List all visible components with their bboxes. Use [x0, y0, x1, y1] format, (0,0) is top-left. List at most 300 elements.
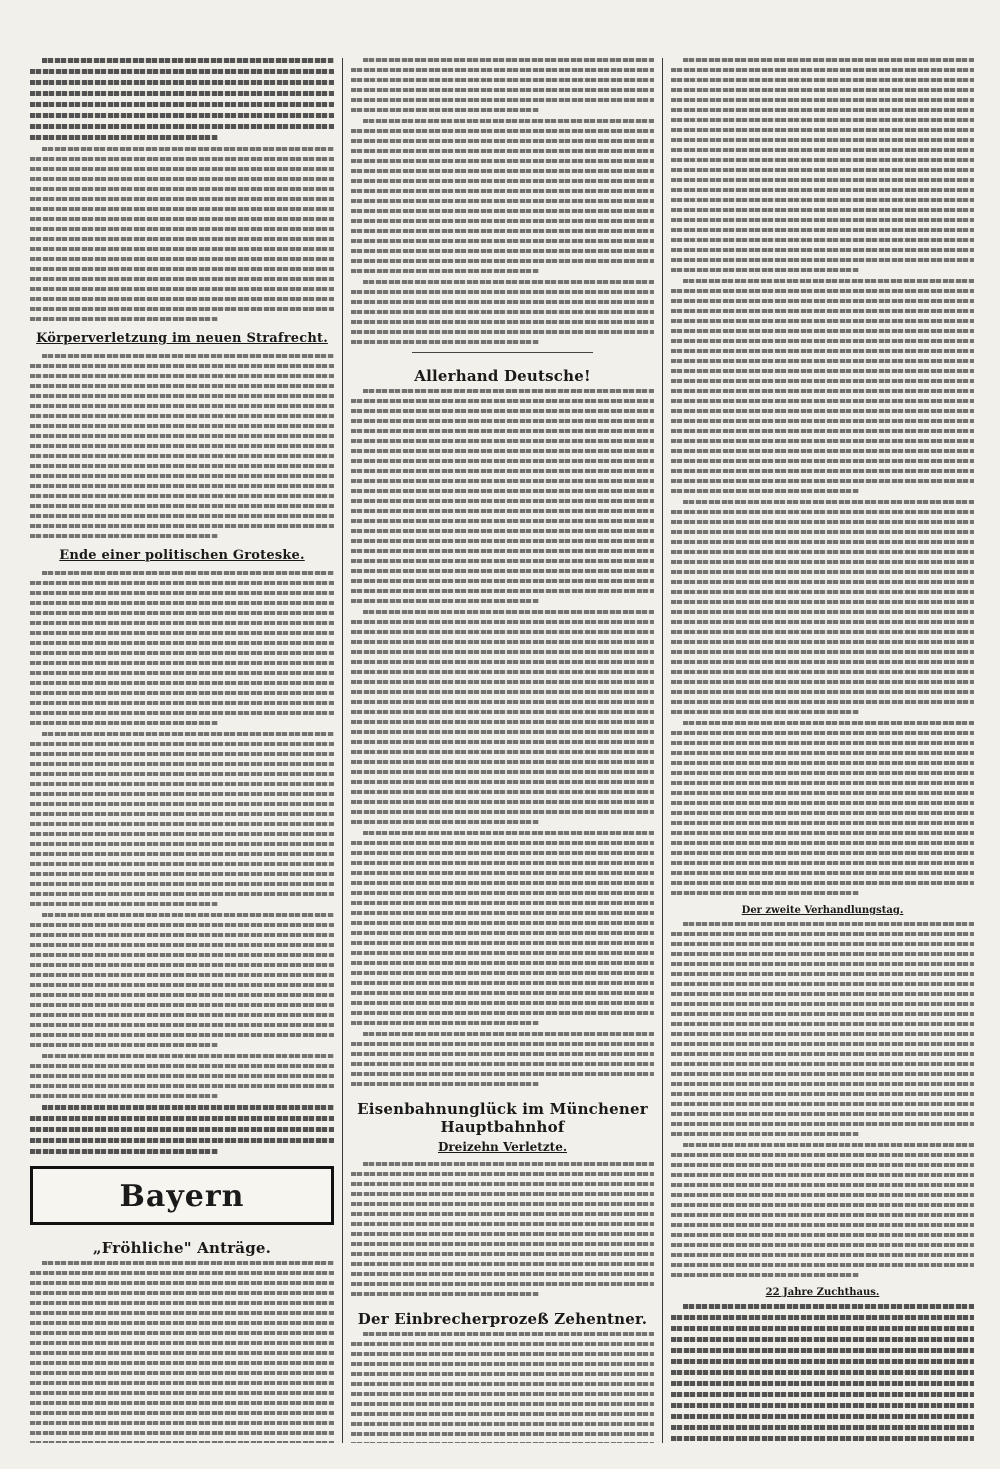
text-line [671, 1381, 974, 1386]
text-line [351, 179, 654, 183]
text-line [351, 901, 654, 905]
text-block [30, 354, 334, 538]
text-line [30, 601, 334, 605]
text-line [351, 239, 654, 243]
text-line [351, 1232, 654, 1236]
text-line [671, 329, 974, 333]
text-line [351, 790, 654, 794]
text-block [351, 119, 654, 273]
text-line [30, 277, 334, 281]
text-line [683, 500, 974, 504]
headline-groteske: Ende einer politischen Groteske. [59, 548, 305, 563]
text-line [351, 479, 654, 483]
text-line [671, 660, 974, 664]
text-line [30, 792, 334, 796]
text-line [671, 831, 974, 835]
text-line [671, 1233, 974, 1237]
text-line [30, 1311, 334, 1315]
text-line [30, 852, 334, 856]
text-line [683, 1143, 974, 1147]
text-line [30, 832, 334, 836]
text-line [30, 187, 334, 191]
text-line [351, 1202, 654, 1206]
text-line [351, 921, 654, 925]
text-line [30, 1033, 334, 1037]
text-line [42, 1261, 334, 1265]
text-line [351, 108, 539, 112]
text-line [30, 434, 334, 438]
text-line [30, 267, 334, 271]
text-line [671, 680, 974, 684]
text-line [30, 691, 334, 695]
text-line [351, 1052, 654, 1056]
text-line [671, 1022, 974, 1026]
headline-einbrecherprozess: Der Einbrecherprozeß Zehentner. [357, 1310, 648, 1328]
text-line [351, 469, 654, 473]
text-line [351, 620, 654, 624]
text-line [42, 1054, 334, 1058]
text-line [363, 1032, 654, 1036]
text-line [351, 690, 654, 694]
text-line [351, 189, 654, 193]
text-line [30, 177, 334, 181]
text-line [671, 1348, 974, 1353]
text-line [351, 459, 654, 463]
text-line [351, 519, 654, 523]
text-line [30, 514, 334, 518]
text-line [671, 68, 974, 72]
text-line [671, 1002, 974, 1006]
section-banner-bayern: Bayern [30, 1166, 334, 1225]
text-line [30, 862, 334, 866]
text-line [30, 1361, 334, 1365]
text-line [671, 791, 974, 795]
text-line [671, 510, 974, 514]
text-line [30, 1281, 334, 1285]
text-line [351, 340, 539, 344]
text-line [30, 1094, 218, 1098]
text-line [671, 459, 974, 463]
text-line [351, 1282, 654, 1286]
text-line [671, 238, 974, 242]
text-line [42, 732, 334, 736]
text-line [351, 439, 654, 443]
text-line [671, 1112, 974, 1116]
text-line [671, 158, 974, 162]
text-line [671, 489, 859, 493]
text-line [671, 640, 974, 644]
text-line [351, 941, 654, 945]
text-line [30, 1401, 334, 1405]
text-line [351, 871, 654, 875]
text-line [671, 309, 974, 313]
text-line [351, 800, 654, 804]
text-line [671, 881, 974, 885]
text-line [671, 801, 974, 805]
text-line [30, 902, 218, 906]
text-block [671, 279, 974, 493]
text-line [671, 851, 974, 855]
text-line [351, 1392, 654, 1396]
text-line [671, 1012, 974, 1016]
text-line [351, 780, 654, 784]
text-line [351, 1412, 654, 1416]
text-line [351, 509, 654, 513]
text-line [671, 1359, 974, 1364]
text-line [671, 108, 974, 112]
text-line [30, 217, 334, 221]
text-line [671, 741, 974, 745]
text-line [30, 983, 334, 987]
text-line [671, 861, 974, 865]
headline-froehliche-antraege: „Fröhliche" Anträge. [92, 1239, 272, 1257]
text-line [351, 730, 654, 734]
text-line [671, 1315, 974, 1320]
text-line [351, 569, 654, 573]
text-line [351, 710, 654, 714]
text-line [671, 670, 974, 674]
text-line [671, 1213, 974, 1217]
text-line [30, 641, 334, 645]
text-line [671, 319, 974, 323]
text-line [671, 1392, 974, 1397]
text-line [30, 384, 334, 388]
text-line [30, 227, 334, 231]
text-line [671, 530, 974, 534]
text-line [30, 1127, 334, 1132]
text-line [30, 69, 334, 74]
text-line [30, 124, 334, 129]
text-line [30, 1391, 334, 1395]
text-line [671, 138, 974, 142]
text-line [671, 1092, 974, 1096]
text-line [30, 671, 334, 675]
text-line [351, 1402, 654, 1406]
text-line [30, 1116, 334, 1121]
text-line [671, 540, 974, 544]
text-line [671, 1153, 974, 1157]
text-line [671, 419, 974, 423]
text-line [30, 91, 334, 96]
text-line [351, 419, 654, 423]
text-block [671, 58, 974, 272]
text-line [351, 1182, 654, 1186]
text-line [351, 1021, 539, 1025]
text-line [671, 359, 974, 363]
text-line [671, 650, 974, 654]
text-line [351, 660, 654, 664]
text-line [351, 1011, 654, 1015]
text-line [30, 963, 334, 967]
text-line [30, 1074, 334, 1078]
text-line [351, 1242, 654, 1246]
text-line [671, 1082, 974, 1086]
text-line [30, 1003, 334, 1007]
text-line [30, 1331, 334, 1335]
text-line [671, 369, 974, 373]
text-block [30, 732, 334, 906]
text-line [671, 98, 974, 102]
text-line [30, 257, 334, 261]
text-line [42, 571, 334, 575]
text-block [30, 571, 334, 725]
text-line [351, 951, 654, 955]
text-line [351, 159, 654, 163]
text-line [30, 661, 334, 665]
column-left [22, 58, 342, 1443]
text-line [30, 102, 334, 107]
text-line [30, 621, 334, 625]
text-line [671, 781, 974, 785]
text-line [30, 474, 334, 478]
text-line [683, 279, 974, 283]
text-line [30, 822, 334, 826]
text-line [351, 229, 654, 233]
text-line [30, 287, 334, 291]
text-line [30, 80, 334, 85]
text-line [671, 399, 974, 403]
text-line [671, 751, 974, 755]
text-line [30, 631, 334, 635]
text-line [671, 580, 974, 584]
text-line [30, 782, 334, 786]
text-line [671, 690, 974, 694]
text-line [671, 771, 974, 775]
text-line [351, 1001, 654, 1005]
text-line [42, 147, 334, 151]
text-line [671, 1425, 974, 1430]
text-block [351, 389, 654, 603]
text-line [30, 464, 334, 468]
text-line [671, 570, 974, 574]
text-line [351, 1262, 654, 1266]
text-line [671, 1163, 974, 1167]
text-block [351, 1332, 654, 1443]
text-line [671, 379, 974, 383]
text-line [671, 188, 974, 192]
text-line [671, 1122, 974, 1126]
text-line [30, 454, 334, 458]
text-line [30, 1421, 334, 1425]
text-line [30, 494, 334, 498]
text-line [683, 58, 974, 62]
text-line [30, 762, 334, 766]
text-line [30, 317, 218, 321]
text-line [363, 58, 654, 62]
text-block [30, 1054, 334, 1098]
text-line [671, 349, 974, 353]
text-block [30, 147, 334, 321]
text-line [351, 991, 654, 995]
text-line [351, 599, 539, 603]
text-line [351, 1062, 654, 1066]
text-line [351, 320, 654, 324]
text-line [351, 529, 654, 533]
text-line [671, 891, 859, 895]
text-line [671, 590, 974, 594]
text-line [671, 871, 974, 875]
text-line [671, 1072, 974, 1076]
text-line [30, 247, 334, 251]
text-line [30, 1341, 334, 1345]
text-line [671, 821, 974, 825]
text-line [30, 973, 334, 977]
text-line [30, 1271, 334, 1275]
text-line [351, 449, 654, 453]
text-line [30, 721, 218, 725]
text-line [671, 610, 974, 614]
text-line [671, 932, 974, 936]
text-line [30, 681, 334, 685]
text-line [351, 1072, 654, 1076]
text-line [30, 135, 218, 140]
text-line [351, 770, 654, 774]
text-line [671, 88, 974, 92]
text-line [351, 129, 654, 133]
text-line [30, 1411, 334, 1415]
text-line [30, 113, 334, 118]
text-line [671, 1203, 974, 1207]
text-block [30, 1105, 334, 1154]
text-line [351, 760, 654, 764]
text-line [351, 310, 654, 314]
text-line [671, 1243, 974, 1247]
text-block [671, 922, 974, 1136]
text-block [671, 500, 974, 714]
text-line [351, 259, 654, 263]
text-line [671, 1173, 974, 1177]
text-line [671, 339, 974, 343]
text-line [351, 841, 654, 845]
text-line [351, 1342, 654, 1346]
text-line [671, 982, 974, 986]
text-line [351, 911, 654, 915]
text-line [671, 78, 974, 82]
text-line [671, 1223, 974, 1227]
text-line [30, 1013, 334, 1017]
text-line [671, 1102, 974, 1106]
column-middle [342, 58, 662, 1443]
text-line [671, 429, 974, 433]
text-line [30, 1321, 334, 1325]
text-line [351, 98, 654, 102]
text-line [30, 394, 334, 398]
text-block [671, 721, 974, 895]
text-line [363, 1162, 654, 1166]
text-line [351, 78, 654, 82]
text-line [30, 1084, 334, 1088]
text-line [351, 640, 654, 644]
text-line [351, 1382, 654, 1386]
text-line [351, 720, 654, 724]
text-line [351, 149, 654, 153]
text-line [30, 404, 334, 408]
text-line [30, 842, 334, 846]
text-line [671, 1042, 974, 1046]
text-line [30, 1023, 334, 1027]
text-line [671, 942, 974, 946]
text-line [30, 812, 334, 816]
text-line [351, 810, 654, 814]
text-line [671, 469, 974, 473]
text-line [42, 1105, 334, 1110]
text-line [351, 1432, 654, 1436]
text-line [30, 424, 334, 428]
text-line [30, 651, 334, 655]
text-line [351, 1372, 654, 1376]
text-line [30, 752, 334, 756]
text-line [671, 710, 859, 714]
text-line [671, 248, 974, 252]
headline-eisenbahnunglueck: Eisenbahnunglück im Münchener Hauptbahnhof [357, 1100, 648, 1136]
text-line [671, 198, 974, 202]
text-line [30, 953, 334, 957]
text-line [30, 297, 334, 301]
article-columns [22, 58, 982, 1443]
text-line [351, 1352, 654, 1356]
text-line [683, 721, 974, 725]
text-line [363, 1332, 654, 1336]
text-line [683, 1304, 974, 1309]
text-line [671, 409, 974, 413]
text-line [30, 1441, 334, 1443]
text-block [351, 1032, 654, 1086]
text-line [351, 1082, 539, 1086]
text-line [30, 1149, 218, 1154]
headline-allerhand-deutsche: Allerhand Deutsche! [414, 367, 591, 385]
text-line [671, 1052, 974, 1056]
text-line [30, 207, 334, 211]
text-line [30, 933, 334, 937]
text-line [351, 740, 654, 744]
text-block [351, 1162, 654, 1296]
text-line [671, 479, 974, 483]
text-line [671, 1414, 974, 1419]
text-line [351, 199, 654, 203]
text-line [363, 831, 654, 835]
text-line [671, 550, 974, 554]
text-line [671, 620, 974, 624]
text-line [671, 811, 974, 815]
text-line [351, 209, 654, 213]
text-line [351, 499, 654, 503]
text-block [671, 1143, 974, 1277]
text-line [30, 237, 334, 241]
text-line [351, 1292, 539, 1296]
text-line [30, 802, 334, 806]
text-line [351, 670, 654, 674]
text-line [351, 249, 654, 253]
text-line [351, 539, 654, 543]
text-line [671, 439, 974, 443]
text-line [671, 148, 974, 152]
text-line [30, 892, 334, 896]
text-line [351, 820, 539, 824]
text-line [30, 374, 334, 378]
text-block [351, 58, 654, 112]
text-line [351, 1172, 654, 1176]
text-line [30, 711, 334, 715]
text-line [351, 1362, 654, 1366]
text-line [351, 1272, 654, 1276]
text-line [30, 1381, 334, 1385]
text-line [351, 290, 654, 294]
text-line [351, 971, 654, 975]
text-line [351, 961, 654, 965]
text-line [30, 197, 334, 201]
text-line [671, 389, 974, 393]
text-line [30, 364, 334, 368]
